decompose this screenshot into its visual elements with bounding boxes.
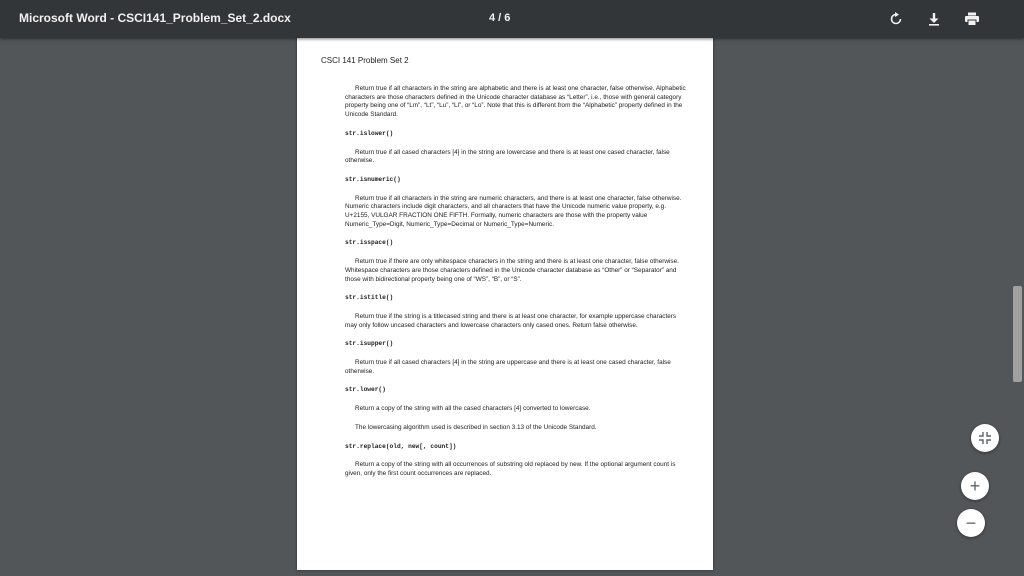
description-paragraph: Return a copy of the string with all occurrences of substring old replaced by new. If the optional argument count is given, only the first count occurrences are replaced.: [345, 461, 676, 477]
page-indicator: 4 / 6: [489, 12, 511, 24]
method-signature: str.islower(): [345, 129, 394, 137]
description-paragraph: Return true if all characters in the string are numeric characters, and there is at least one character, false otherwise. Numeric characters include digit characters, and all characters that have the Unicode numeric value property, e.g. U+2155, VULGAR FRACTION ONE FIFTH. Formally, numeric characters are those with the property value Numeric_Type=Digit, Numeric_Type=Decimal or Numeric_Type=Numeric.: [345, 194, 682, 228]
vertical-scrollbar[interactable]: [1011, 38, 1024, 576]
page-header: CSCI 141 Problem Set 2: [321, 56, 409, 65]
method-signature: str.replace(old, new[, count]): [345, 442, 457, 450]
document-viewer[interactable]: [0, 38, 1011, 576]
print-icon: [964, 12, 980, 26]
page-content: [345, 85, 689, 489]
method-signature: str.istitle(): [345, 294, 394, 302]
document-title: Microsoft Word - CSCI141_Problem_Set_2.docx: [19, 11, 291, 25]
rotate-icon: [889, 12, 903, 26]
method-signature: str.isnumeric(): [345, 175, 401, 183]
download-icon: [927, 12, 941, 26]
zoom-in-icon: +: [969, 476, 981, 496]
fit-to-page-icon: [978, 431, 992, 445]
fit-to-page-button[interactable]: [971, 424, 999, 452]
zoom-out-icon: −: [965, 513, 977, 533]
rotate-button[interactable]: [884, 7, 908, 31]
scrollbar-thumb[interactable]: [1013, 286, 1022, 382]
method-signature: str.lower(): [345, 386, 386, 394]
pdf-toolbar: [0, 0, 1024, 38]
description-paragraph: Return a copy of the string with all the cased characters [4] converted to lowercase.: [355, 405, 591, 413]
description-paragraph: Return true if all cased characters [4] in the string are lowercase and there is at least one cased character, false otherwise.: [345, 148, 670, 165]
print-button[interactable]: [960, 7, 984, 31]
description-paragraph: Return true if all characters in the string are alphabetic and there is at least one character, false otherwise. Alphabetic characters are those characters defined in the Unicode character database as “Letter”, i.e., those with general category property being one of “Lm”, “Lt”, “Lu”, “Ll”, or “Lo”. Note that this is different from the “Alphabetic” property defined in the Unicode Standard.: [345, 85, 686, 119]
document-page: [297, 38, 713, 570]
method-signature: str.isupper(): [345, 340, 394, 348]
download-button[interactable]: [922, 7, 946, 31]
description-paragraph: The lowercasing algorithm used is described in section 3.13 of the Unicode Standard.: [355, 423, 597, 431]
method-signature: str.isspace(): [345, 239, 394, 247]
zoom-out-button[interactable]: [957, 509, 985, 537]
description-paragraph: Return true if all cased characters [4] in the string are uppercase and there is at least one cased character, false otherwise.: [345, 359, 671, 375]
description-paragraph: Return true if there are only whitespace characters in the string and there is at least one character, false otherwise. Whitespace characters are those characters defined in the Unicode character database as “Other” or “Separator” and those with bidirectional property being one of “WS”, “B”, or “S”.: [345, 258, 679, 283]
description-paragraph: Return true if the string is a titlecased string and there is at least one character, for example uppercase characters may only follow uncased characters and lowercase characters only cased ones. Return false otherwise.: [345, 312, 677, 329]
zoom-in-button[interactable]: [961, 472, 989, 500]
